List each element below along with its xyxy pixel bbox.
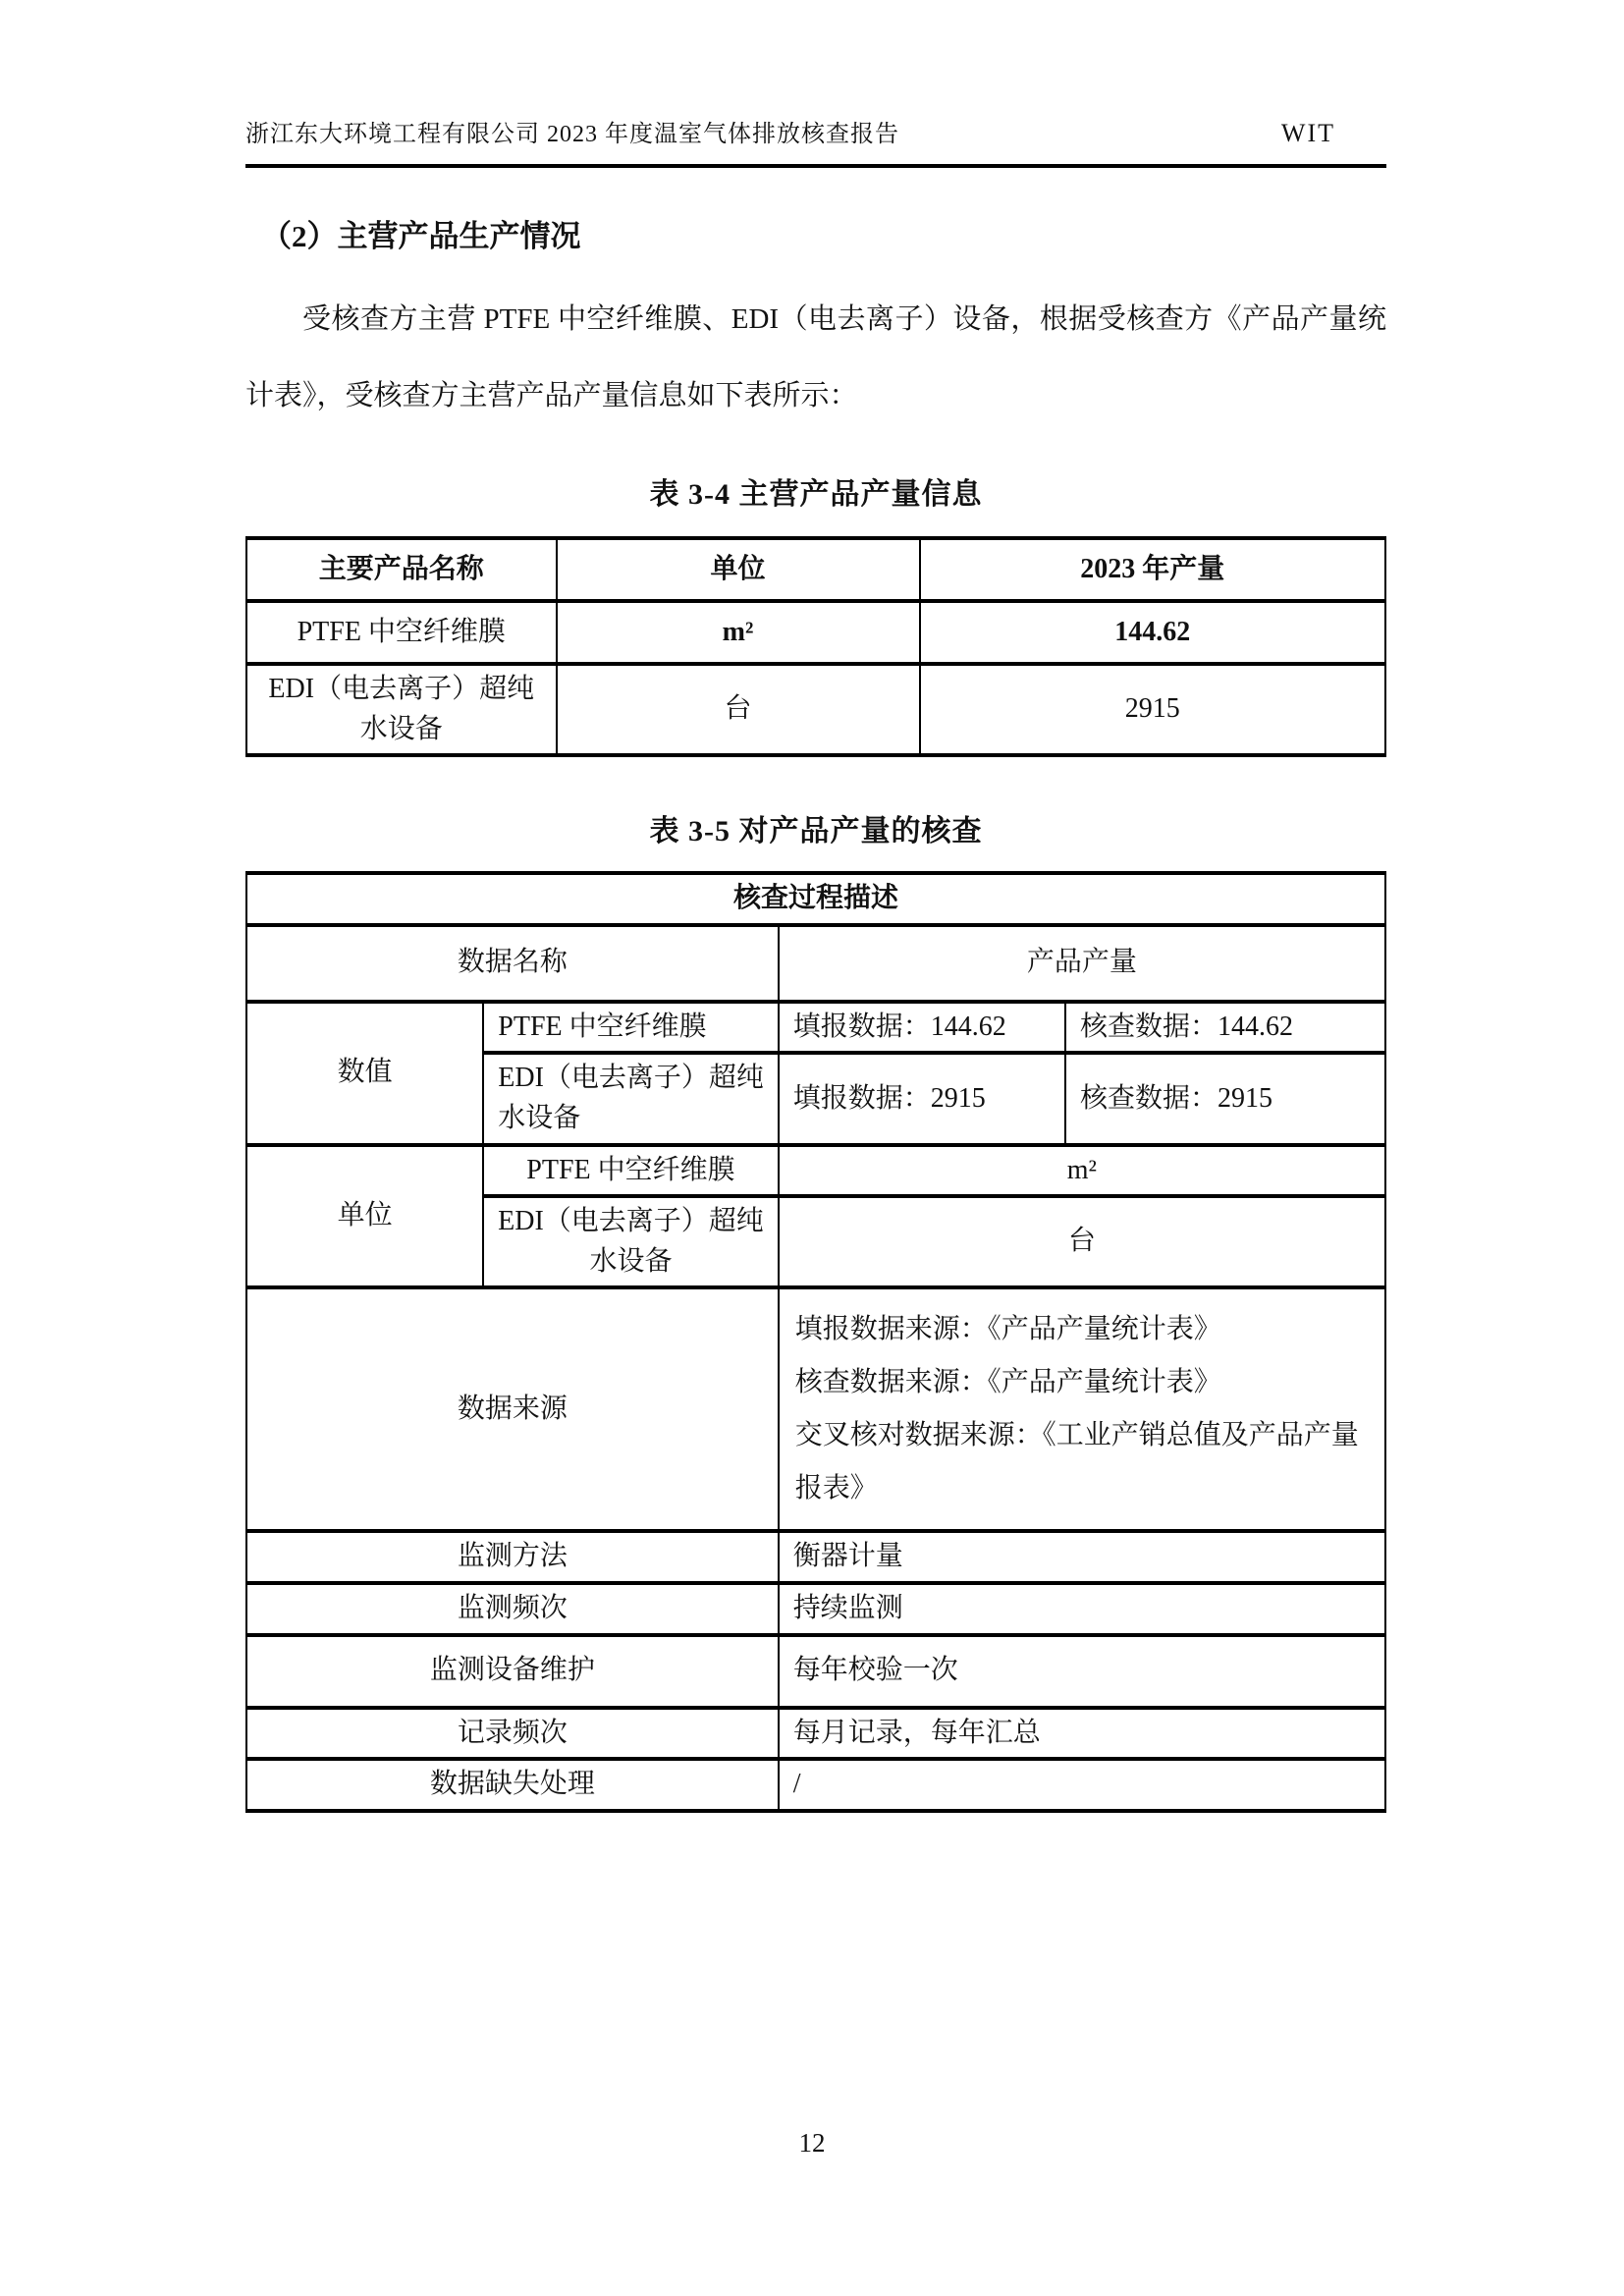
data-source-label: 数据来源 bbox=[246, 1287, 779, 1531]
col-header-product-name: 主要产品名称 bbox=[246, 538, 557, 601]
p2-reported-value: 填报数据：2915 bbox=[779, 1053, 1065, 1144]
record-frequency-label: 记录频次 bbox=[246, 1708, 779, 1760]
product1-label: PTFE 中空纤维膜 bbox=[483, 1145, 778, 1197]
p2-unit-value: 台 bbox=[779, 1196, 1385, 1287]
body-paragraph: 受核查方主营 PTFE 中空纤维膜、EDI（电去离子）设备，根据受核查方《产品产量统计表》，受核查方主营产品产量信息如下表所示： bbox=[245, 303, 1386, 411]
product-name-cell: PTFE 中空纤维膜 bbox=[246, 601, 557, 664]
record-frequency-value: 每月记录，每年汇总 bbox=[779, 1708, 1385, 1760]
header-title: 浙江东大环境工程有限公司 2023 年度温室气体排放核查报告 bbox=[245, 122, 899, 147]
header-logo-text: WIT bbox=[1280, 119, 1335, 147]
table-row bbox=[246, 925, 1385, 1002]
table-row bbox=[246, 601, 1385, 664]
value-group-label: 数值 bbox=[246, 1002, 483, 1145]
table-row bbox=[246, 1583, 1385, 1635]
table-row bbox=[246, 1287, 1385, 1531]
data-name-value: 产品产量 bbox=[779, 925, 1385, 1002]
col-header-output-2023: 2023 年产量 bbox=[920, 538, 1385, 601]
table-3-5-title: 表 3-5 对产品产量的核查 bbox=[649, 815, 983, 848]
table-row bbox=[246, 664, 1385, 755]
unit-cell: 台 bbox=[557, 664, 920, 755]
table-row bbox=[246, 1635, 1385, 1708]
process-description-header: 核查过程描述 bbox=[246, 873, 1385, 925]
unit-group-label: 单位 bbox=[246, 1145, 483, 1288]
section-heading: （2）主营产品生产情况 bbox=[261, 219, 581, 253]
equipment-maintenance-label: 监测设备维护 bbox=[246, 1635, 779, 1708]
p1-unit-value: m² bbox=[779, 1145, 1385, 1197]
missing-data-handling-value: / bbox=[779, 1759, 1385, 1811]
table-row bbox=[246, 1531, 1385, 1583]
p1-reported-value: 填报数据：144.62 bbox=[779, 1002, 1065, 1054]
table-row bbox=[246, 538, 1385, 601]
table-row bbox=[246, 873, 1385, 925]
page-content bbox=[245, 0, 1386, 1813]
p1-verified-value: 核查数据：144.62 bbox=[1065, 1002, 1385, 1054]
monitoring-method-label: 监测方法 bbox=[246, 1531, 779, 1583]
source-line-crosscheck: 交叉核对数据来源：《工业产销总值及产品产量报表》 bbox=[794, 1420, 1359, 1504]
data-source-value bbox=[779, 1287, 1385, 1531]
table-3-4-title: 表 3-4 主营产品产量信息 bbox=[649, 478, 983, 511]
table-row bbox=[246, 1002, 1385, 1054]
source-line-reported: 填报数据来源：《产品产量统计表》 bbox=[794, 1314, 1221, 1345]
product2-label: EDI（电去离子）超纯水设备 bbox=[483, 1196, 778, 1287]
table-row bbox=[246, 1145, 1385, 1197]
source-line-verified: 核查数据来源：《产品产量统计表》 bbox=[794, 1367, 1221, 1398]
col-header-unit: 单位 bbox=[557, 538, 920, 601]
data-name-label: 数据名称 bbox=[246, 925, 779, 1002]
monitoring-frequency-label: 监测频次 bbox=[246, 1583, 779, 1635]
monitoring-frequency-value: 持续监测 bbox=[779, 1583, 1385, 1635]
table-row bbox=[246, 1759, 1385, 1811]
table-row bbox=[246, 1708, 1385, 1760]
page-header bbox=[245, 0, 1386, 168]
table-3-5-verification bbox=[245, 871, 1386, 1813]
page-number: 12 bbox=[798, 2128, 826, 2158]
product2-label: EDI（电去离子）超纯水设备 bbox=[483, 1053, 778, 1144]
table-3-4-products bbox=[245, 536, 1386, 757]
equipment-maintenance-value: 每年校验一次 bbox=[779, 1635, 1385, 1708]
p2-verified-value: 核查数据：2915 bbox=[1065, 1053, 1385, 1144]
missing-data-handling-label: 数据缺失处理 bbox=[246, 1759, 779, 1811]
output-cell: 2915 bbox=[920, 664, 1385, 755]
product-name-cell: EDI（电去离子）超纯水设备 bbox=[246, 664, 557, 755]
monitoring-method-value: 衡器计量 bbox=[779, 1531, 1385, 1583]
product1-label: PTFE 中空纤维膜 bbox=[483, 1002, 778, 1054]
output-cell: 144.62 bbox=[920, 601, 1385, 664]
unit-cell: m² bbox=[557, 601, 920, 664]
